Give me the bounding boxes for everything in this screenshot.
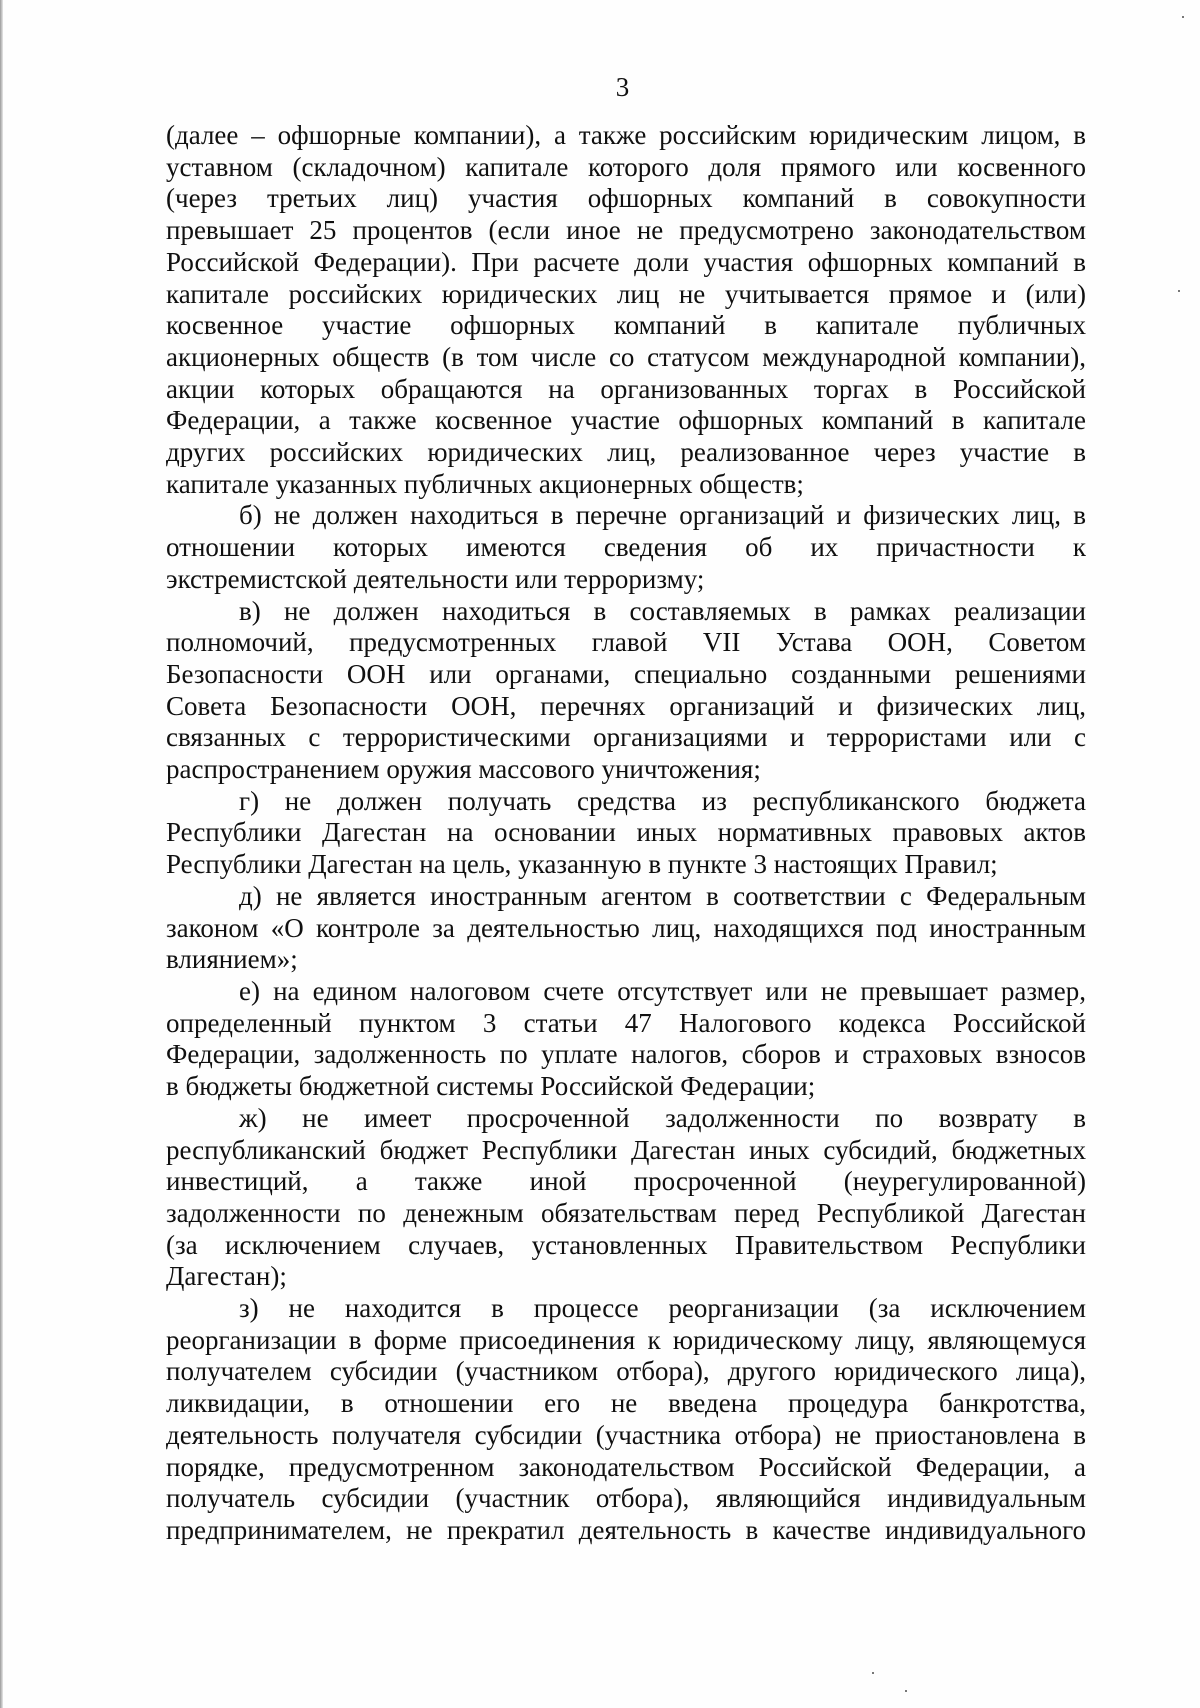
scan-speck — [1182, 16, 1184, 18]
text-line: в) не должен находиться в составляемых в рамках реализации — [239, 595, 1086, 626]
text-line: других российских юридических лиц, реализованное через участие в — [166, 437, 1086, 468]
text-line: ж) не имеет просроченной задолженности по возврату в — [239, 1102, 1086, 1133]
text-line: е) на едином налоговом счете отсутствует или не превышает размер, — [239, 975, 1086, 1006]
text-line: д) не является иностранным агентом в соответствии с Федеральным — [239, 880, 1086, 911]
text-line: задолженности по денежным обязательствам перед Республикой Дагестан — [166, 1197, 1086, 1228]
text-line: порядке, предусмотренном законодательством Российской Федерации, а — [166, 1451, 1086, 1482]
text-line: (далее – офшорные компании), а также российским юридическим лицом, в — [166, 120, 1086, 150]
scan-left-edge — [0, 0, 3, 1708]
text-line: республиканский бюджет Республики Дагестан иных субсидий, бюджетных — [166, 1134, 1086, 1165]
text-line: получатель субсидии (участник отбора), являющийся индивидуальным — [166, 1483, 1086, 1514]
text-line: Российской Федерации). При расчете доли участия офшорных компаний в — [166, 246, 1086, 277]
text-line: Безопасности ООН или органами, специально созданными решениями — [166, 658, 1086, 689]
page-number: 3 — [615, 72, 630, 102]
document-body-text — [166, 120, 1086, 1547]
text-line: уставном (складочном) капитале которого доля прямого или косвенного — [166, 151, 1086, 182]
text-line: отношении которых имеются сведения об их причастности к — [166, 532, 1086, 563]
text-line: б) не должен находиться в перечне организаций и физических лиц, в — [239, 500, 1086, 531]
text-line: реорганизации в форме присоединения к юридическому лицу, являющемуся — [166, 1324, 1086, 1355]
text-line: Федерации, а также косвенное участие офшорных компаний в капитале — [166, 405, 1086, 436]
text-line: капитале указанных публичных акционерных обществ; — [166, 468, 804, 499]
text-line: распространением оружия массового уничтожения; — [166, 754, 761, 785]
text-line: экстремистской деятельности или терроризму; — [166, 563, 705, 594]
text-line: г) не должен получать средства из республиканского бюджета — [239, 785, 1086, 816]
text-line: капитале российских юридических лиц не учитывается прямое и (или) — [166, 278, 1086, 309]
text-line: законом «О контроле за деятельностью лиц, находящихся под иностранным — [166, 912, 1086, 943]
text-line: Республики Дагестан на основании иных нормативных правовых актов — [166, 817, 1086, 848]
text-line: в бюджеты бюджетной системы Российской Федерации; — [166, 1071, 816, 1102]
text-line: Федерации, задолженность по уплате налогов, сборов и страховых взносов — [166, 1039, 1086, 1070]
text-line: акционерных обществ (в том числе со статусом международной компании), — [166, 341, 1086, 372]
text-line: деятельность получателя субсидии (участника отбора) не приостановлена в — [166, 1419, 1086, 1450]
text-line: Совета Безопасности ООН, перечнях организаций и физических лиц, — [166, 690, 1086, 721]
text-line: Республики Дагестан на цель, указанную в пункте 3 настоящих Правил; — [166, 849, 998, 880]
scan-speck — [905, 1690, 907, 1692]
text-line: предпринимателем, не прекратил деятельность в качестве индивидуального — [166, 1514, 1086, 1545]
text-line: влиянием»; — [166, 944, 298, 975]
text-line: косвенное участие офшорных компаний в капитале публичных — [166, 310, 1086, 341]
scan-speck — [872, 1672, 874, 1674]
text-line: акции которых обращаются на организованных торгах в Российской — [166, 373, 1086, 404]
text-line: инвестиций, а также иной просроченной (неурегулированной) — [166, 1166, 1086, 1197]
text-line: ликвидации, в отношении его не введена процедура банкротства, — [166, 1388, 1086, 1419]
scan-speck — [1178, 290, 1180, 292]
text-line: превышает 25 процентов (если иное не предусмотрено законодательством — [166, 215, 1086, 246]
text-line: получателем субсидии (участником отбора), другого юридического лица), — [166, 1356, 1086, 1387]
text-line: связанных с террористическими организациями и террористами или с — [166, 722, 1086, 753]
text-line: з) не находится в процессе реорганизации (за исключением — [239, 1293, 1086, 1324]
text-line: (за исключением случаев, установленных Правительством Республики — [166, 1229, 1086, 1260]
text-line: (через третьих лиц) участия офшорных компаний в совокупности — [166, 183, 1086, 214]
text-line: Дагестан); — [166, 1261, 287, 1292]
text-line: полномочий, предусмотренных главой VII Устава ООН, Советом — [166, 627, 1086, 658]
text-line: определенный пунктом 3 статьи 47 Налогового кодекса Российской — [166, 1007, 1086, 1038]
